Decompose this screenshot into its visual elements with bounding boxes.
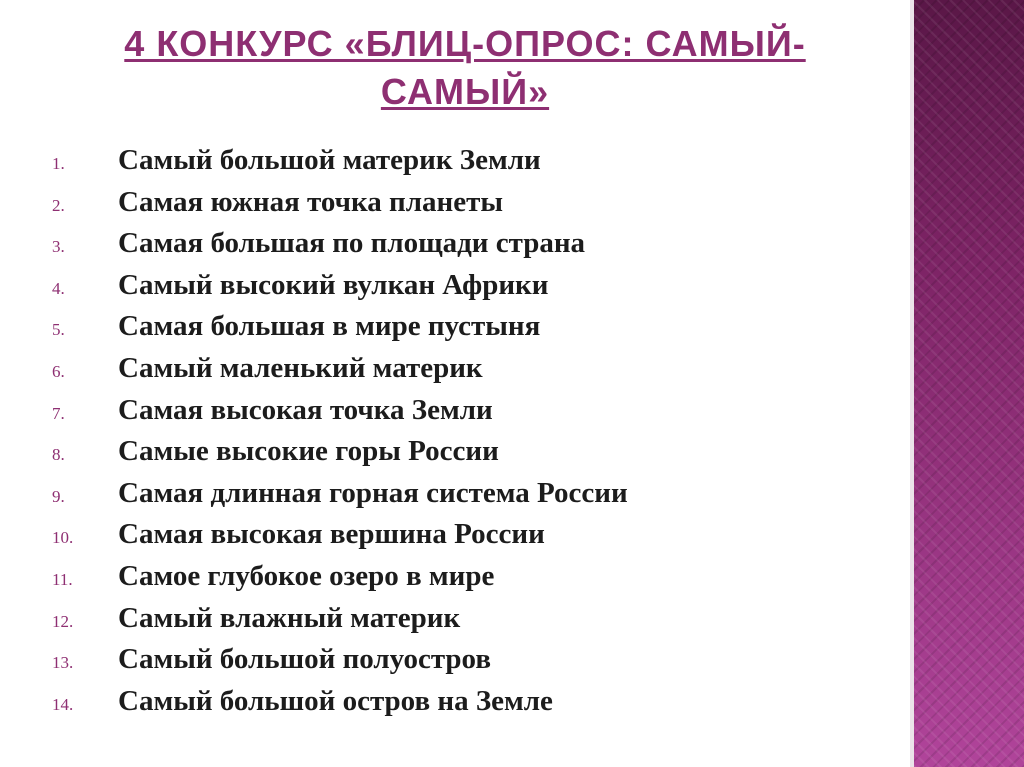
list-item	[52, 685, 852, 727]
item-number: 2.	[52, 195, 65, 215]
item-number: 12.	[52, 611, 74, 631]
item-text: Самая большая в мире пустыня	[118, 310, 541, 343]
item-number: 9.	[52, 486, 65, 506]
item-number: 3.	[52, 237, 65, 257]
list-item	[52, 643, 852, 685]
item-number: 14.	[52, 694, 74, 714]
side-band-divider	[910, 0, 914, 767]
list-item	[52, 227, 852, 269]
item-number: 1.	[52, 154, 65, 173]
list-item	[52, 144, 852, 186]
slide-title	[70, 20, 860, 116]
item-number: 10.	[52, 528, 74, 548]
item-number: 6.	[52, 361, 65, 381]
item-number: 5.	[52, 320, 65, 340]
list-item	[52, 435, 852, 477]
list-item	[52, 477, 852, 519]
decorative-side-band	[914, 0, 1024, 767]
item-text: Самый маленький материк	[118, 351, 483, 384]
item-text: Самая большая по площади страна	[118, 227, 586, 260]
item-text: Самый высокий вулкан Африки	[118, 268, 549, 301]
item-text: Самые высокие горы России	[118, 435, 499, 468]
list-item	[52, 602, 852, 644]
item-text: Самая высокая точка Земли	[118, 393, 493, 426]
item-text: Самый большой полуостров	[118, 643, 491, 676]
list-item	[52, 310, 852, 352]
item-number: 7.	[52, 403, 65, 423]
item-number: 4.	[52, 278, 65, 298]
list-item	[52, 394, 852, 436]
question-list	[52, 144, 852, 726]
item-number: 11.	[52, 569, 73, 589]
list-item	[52, 560, 852, 602]
list-item	[52, 518, 852, 560]
item-number: 13.	[52, 653, 74, 673]
list-item	[52, 352, 852, 394]
item-text: Самый большой остров на Земле	[118, 684, 553, 717]
item-text: Самая южная точка планеты	[118, 185, 503, 218]
title-line-2: САМЫЙ»	[380, 71, 550, 112]
item-text: Самое глубокое озеро в мире	[118, 559, 495, 592]
item-text: Самый большой материк Земли	[118, 144, 541, 176]
item-text: Самый влажный материк	[118, 601, 461, 634]
list-item	[52, 186, 852, 228]
item-text: Самая длинная горная система России	[118, 476, 628, 509]
item-text: Самая высокая вершина России	[118, 518, 545, 551]
item-number: 8.	[52, 445, 65, 465]
title-line-1: 4 КОНКУРС «БЛИЦ-ОПРОС: САМЫЙ-	[124, 23, 806, 64]
list-item	[52, 269, 852, 311]
